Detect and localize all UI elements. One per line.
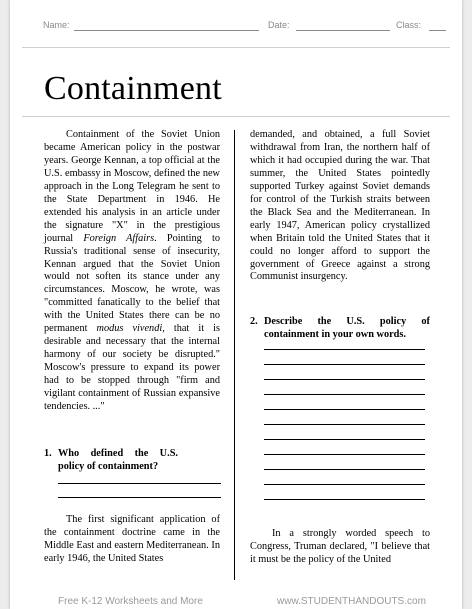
student-info-header: [43, 20, 445, 36]
left-column: [44, 129, 220, 414]
question-2-answer-line[interactable]: [264, 409, 425, 410]
right-paragraph-2-wrap: [250, 528, 430, 567]
question-2-answer-line[interactable]: [264, 364, 425, 365]
question-2-answer-line[interactable]: [264, 379, 425, 380]
right-paragraph-2: In a strongly worded speech to Congress, Truman declared, "I believe that it must be the policy of the United: [250, 528, 430, 565]
question-2-answer-line[interactable]: [264, 394, 425, 395]
left-paragraph-2: The first significant application of the containment doctrine came in the Middle East and eastern Mediterranean. In early 1946, the United States: [44, 514, 220, 564]
question-2-text: Describe the U.S. policy of containment in your own words.: [264, 316, 430, 340]
right-paragraph-1: demanded, and obtained, a full Soviet withdrawal from Iran, the northern half of which it had occupied during the war. That summer, the United States pointedly supported Turkey against Soviet demands for control of the Turkish straits between the Black Sea and the Mediterranean. In early 1947, American policy crystallized when Britain told the United States that it could no longer afford to support the government of Greece against a strong Communist insurgency.: [250, 129, 430, 283]
question-2-number: 2.: [250, 316, 258, 327]
question-1-text: Who defined the U.S. policy of containment?: [58, 448, 178, 472]
date-label: Date:: [268, 20, 290, 30]
class-field-line[interactable]: [429, 30, 446, 31]
worksheet-page: [10, 0, 462, 609]
question-2-answer-line[interactable]: [264, 349, 425, 350]
question-1-answer-line[interactable]: [58, 497, 221, 498]
footer-right: www.STUDENTHANDOUTS.com: [277, 596, 426, 607]
class-label: Class:: [396, 20, 422, 30]
name-label: Name:: [43, 20, 70, 30]
question-2-answer-line[interactable]: [264, 454, 425, 455]
title-rule: [22, 116, 450, 117]
date-field-line[interactable]: [296, 30, 390, 31]
header-rule: [22, 47, 450, 48]
question-2-answer-line[interactable]: [264, 469, 425, 470]
page-title: Containment: [44, 70, 222, 107]
question-2-answer-line[interactable]: [264, 424, 425, 425]
right-column: [250, 129, 430, 284]
footer-left: Free K-12 Worksheets and More: [58, 596, 203, 607]
name-field-line[interactable]: [74, 30, 259, 31]
question-2-answer-line[interactable]: [264, 439, 425, 440]
question-2-answer-line[interactable]: [264, 499, 425, 500]
question-1-number: 1.: [44, 448, 52, 459]
question-2-answer-line[interactable]: [264, 484, 425, 485]
left-paragraph-2-wrap: [44, 514, 220, 566]
question-1-answer-line[interactable]: [58, 483, 221, 484]
left-paragraph-1: Containment of the Soviet Union became American policy in the postwar years. George Kennan, a top official at the U.S. embassy in Moscow, defined the new approach in the Long Telegram he sent to the State Department in 1946. He extended his analysis in an article under the signature "X" in the prestigious journal Foreign Affairs. Pointing to Russia's traditional sense of insecurity, Kennan argued that the Soviet Union would not soften its stance under any circumstances. Moscow, he wrote, was "committed fanatically to the belief that with the United States there can be no permanent modus vivendi, that it is desirable and necessary that the internal harmony of our society be disrupted." Moscow's pressure to expand its power had to be stopped through "firm and vigilant containment of Russian expansive tendencies. ...": [44, 129, 220, 413]
column-divider: [234, 130, 235, 580]
